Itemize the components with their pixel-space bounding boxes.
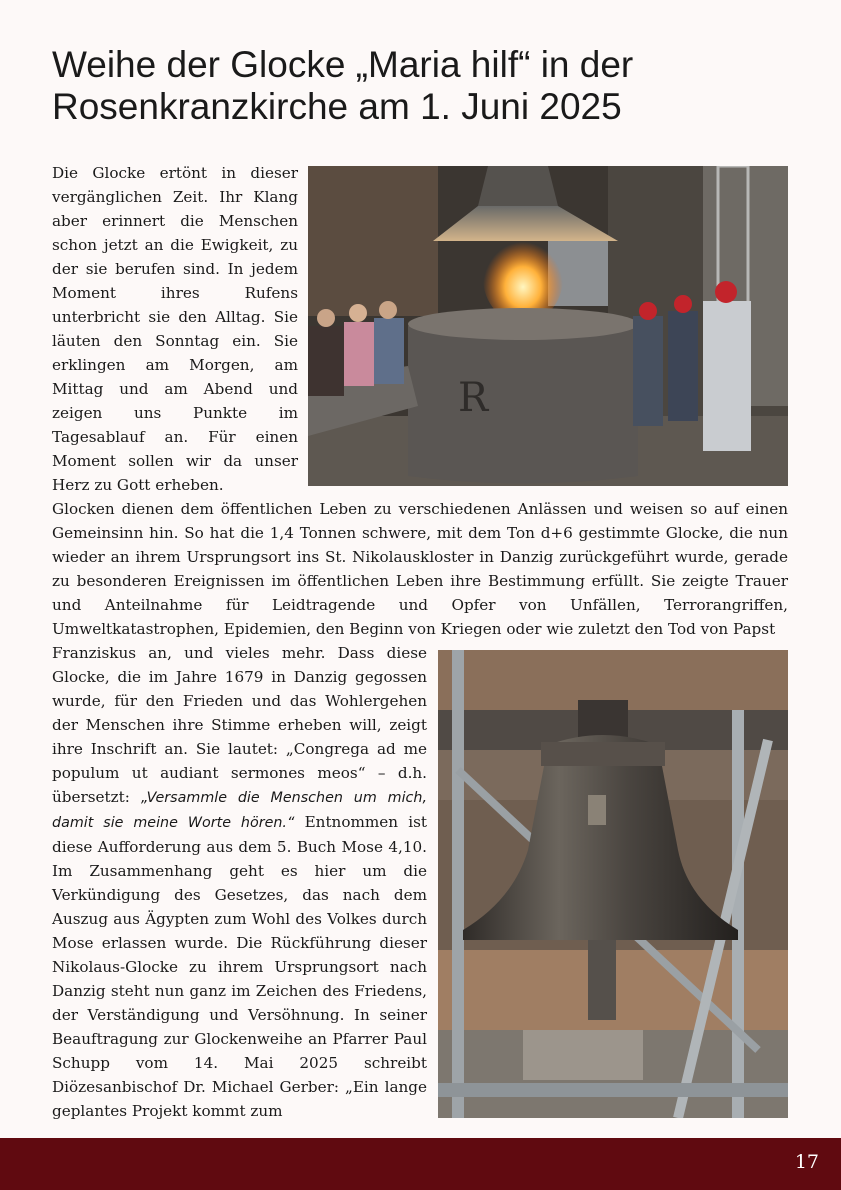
- paragraph-public-life: Glocken dienen dem öffentlichen Leben zu verschiedenen Anlässen und weisen so auf einen Gemeinsinn hin. So hat die 1,4 Tonnen schwere, mit dem Ton d+6 gestimmte Glocke, die nun wieder an ihrem Ursprungsort ins St. Nikolauskloster in Danzig zurückgeführt wurde, gerade zu besonderen Ereignissen im öffentlichen Leben ihre Bestimmung erfüllt. Sie zeigte Trauer und Anteilnahme für Leidtragende und Opfer von Unfällen, Terrorangriffen, Umweltkatastrophen, Epidemien, den Beginn von Kriegen oder wie zuletzt den Tod von Papst: [52, 500, 788, 638]
- inscription-text: Franziskus an, und vieles mehr. Dass diese Glocke, die im Jahre 1679 in Danzig gegossen wurde, für den Frieden und das Wohlergehen der Menschen ihre Stimme erheben will, zeigt ihre Inschrift an. Sie lautet: „Congrega ad me populum ut audiant sermones meos“ – d.h. übersetzt:: [52, 644, 427, 806]
- foundry-photo: [308, 166, 788, 486]
- title-line-2: Rosenkranzkirche am 1. Juni 2025: [52, 86, 622, 127]
- page-number: 17: [794, 1151, 819, 1173]
- title-line-1: Weihe der Glocke „Maria hilf“ in der: [52, 44, 634, 85]
- translation-quote: „Versammle die Menschen um mich, damit sie meine Worte hören.“: [52, 790, 428, 831]
- article-title: [52, 44, 792, 128]
- footer-bar: [0, 1138, 841, 1190]
- paragraph-intro: Die Glocke ertönt in dieser vergänglichen Zeit. Ihr Klang aber erinnert die Menschen schon jetzt an die Ewigkeit, zu der sie berufen sind. In jedem Moment ihres Rufens unterbricht sie den Alltag. Sie läuten den Sonntag ein. Sie erklingen am Morgen, am Mittag und am Abend und zeigen uns Punkte im Tagesablauf an. Für einen Moment sollen wir da unser Herz zu Gott erheben.: [52, 164, 298, 494]
- bell-photo: [438, 650, 788, 1118]
- inscription-continued: Entnommen ist diese Aufforderung aus dem 5. Buch Mose 4,10. Im Zusammenhang geht es hier um die Verkündigung des Gesetzes, das nach dem Auszug aus Ägypten zum Wohl des Volkes durch Mose erlassen wurde. Die Rückführung dieser Nikolaus-Glocke zu ihrem Ursprungsort nach Danzig steht nun ganz im Zeichen des Friedens, der Verständigung und Versöhnung. In seiner Beauftragung zur Glockenweihe an Pfarrer Paul Schupp vom 14. Mai 2025 schreibt Diözesanbischof Dr. Michael Gerber: „Ein lange geplantes Projekt kommt zum: [52, 813, 427, 1120]
- svg-text:R: R: [458, 375, 489, 421]
- paragraph-inscription: [52, 641, 427, 1123]
